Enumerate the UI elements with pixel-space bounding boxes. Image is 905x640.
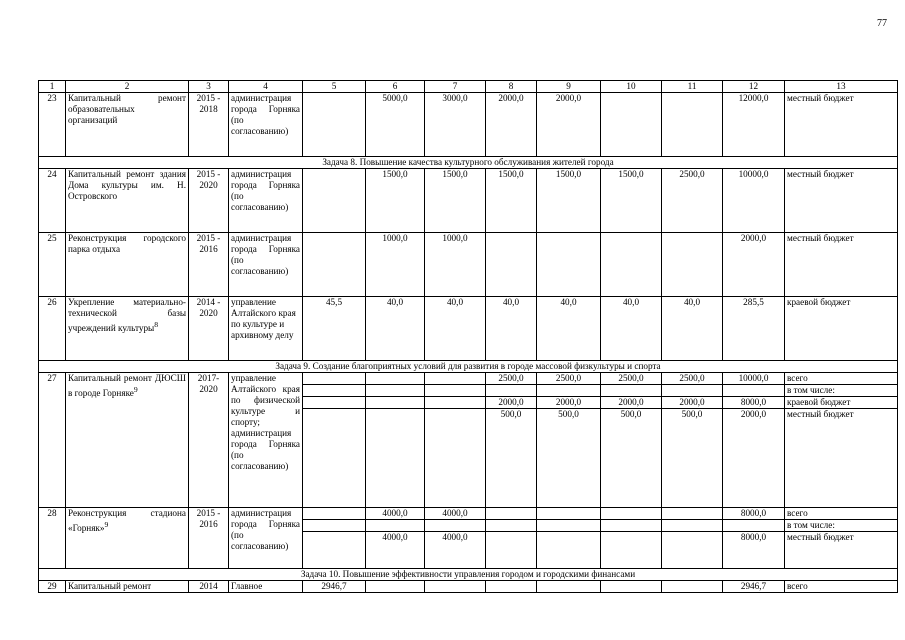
cell-value: 2000,0 — [723, 233, 785, 297]
cell-value — [537, 233, 601, 297]
cell-value — [662, 93, 723, 157]
funding-source: местный бюджет — [785, 233, 898, 297]
table-row — [39, 233, 898, 297]
cell-value: 8000,0 — [723, 397, 785, 409]
col-header: 9 — [537, 81, 601, 93]
funding-source: в том числе: — [785, 520, 898, 532]
cell-value: 12000,0 — [723, 93, 785, 157]
cell-value: 1500,0 — [601, 169, 662, 233]
cell-value: 40,0 — [537, 297, 601, 361]
executor: управление Алтайского края по физической культуре и спорту; администрация города Горняка (по согласованию) — [229, 373, 303, 508]
row-number: 24 — [39, 169, 66, 233]
row-number: 23 — [39, 93, 66, 157]
cell-value: 500,0 — [537, 409, 601, 508]
table-row — [39, 508, 898, 520]
period: 2015 - 2016 — [189, 508, 229, 569]
measure-name: Капитальный ремонт образовательных организаций — [66, 93, 189, 157]
table-row — [39, 373, 898, 385]
cell-value: 2500,0 — [662, 169, 723, 233]
measure-name: Капитальный ремонт здания Дома культуры им. Н. Островского — [66, 169, 189, 233]
cell-value: 40,0 — [366, 297, 425, 361]
cell-value — [662, 233, 723, 297]
cell-value: 1500,0 — [425, 169, 486, 233]
cell-value: 2000,0 — [537, 93, 601, 157]
cell-value: 1000,0 — [366, 233, 425, 297]
period: 2015 - 2016 — [189, 233, 229, 297]
footnote-mark: 9 — [104, 520, 109, 529]
funding-source: в том числе: — [785, 385, 898, 397]
cell-value: 10000,0 — [723, 373, 785, 385]
measure-name — [66, 297, 189, 361]
task-row — [39, 569, 898, 581]
task-row — [39, 157, 898, 169]
cell-value: 285,5 — [723, 297, 785, 361]
executor: управление Алтайского края по культуре и архивному делу — [229, 297, 303, 361]
cell-value — [303, 233, 366, 297]
cell-value: 2500,0 — [662, 373, 723, 385]
col-header: 6 — [366, 81, 425, 93]
funding-source: всего — [785, 508, 898, 520]
col-header: 5 — [303, 81, 366, 93]
executor: администрация города Горняка (по согласованию) — [229, 93, 303, 157]
cell-value: 2500,0 — [486, 373, 537, 385]
cell-value: 500,0 — [486, 409, 537, 508]
cell-value — [303, 169, 366, 233]
cell-value: 40,0 — [601, 297, 662, 361]
cell-value — [601, 233, 662, 297]
cell-value: 4000,0 — [366, 532, 425, 569]
cell-value: 4000,0 — [366, 508, 425, 520]
measure-name: Капитальный ремонт — [66, 581, 189, 593]
table-row — [39, 297, 898, 361]
cell-value: 1000,0 — [425, 233, 486, 297]
cell-value: 2000,0 — [486, 397, 537, 409]
task-heading: Задача 9. Создание благоприятных условий для развития в городе массовой физкультуры и спорта — [39, 361, 898, 373]
cell-value: 500,0 — [601, 409, 662, 508]
period: 2015 - 2020 — [189, 169, 229, 233]
funding-source: всего — [785, 581, 898, 593]
row-number: 28 — [39, 508, 66, 569]
cell-value: 5000,0 — [366, 93, 425, 157]
cell-value: 2000,0 — [723, 409, 785, 508]
cell-value: 45,5 — [303, 297, 366, 361]
cell-value: 1500,0 — [366, 169, 425, 233]
table-row — [39, 169, 898, 233]
table-row — [39, 581, 898, 593]
cell-value — [303, 93, 366, 157]
cell-value: 2000,0 — [662, 397, 723, 409]
footnote-mark: 9 — [133, 385, 138, 394]
funding-source: местный бюджет — [785, 93, 898, 157]
program-table — [38, 80, 898, 593]
cell-value — [486, 233, 537, 297]
task-row — [39, 361, 898, 373]
cell-value: 2946,7 — [303, 581, 366, 593]
col-header: 12 — [723, 81, 785, 93]
funding-source: местный бюджет — [785, 169, 898, 233]
executor: Главное — [229, 581, 303, 593]
cell-value: 10000,0 — [723, 169, 785, 233]
col-header: 10 — [601, 81, 662, 93]
funding-source: краевой бюджет — [785, 397, 898, 409]
measure-name: Реконструкция городского парка отдыха — [66, 233, 189, 297]
funding-source: краевой бюджет — [785, 297, 898, 361]
executor: администрация города Горняка (по согласованию) — [229, 508, 303, 569]
col-header: 1 — [39, 81, 66, 93]
row-number: 27 — [39, 373, 66, 508]
measure-name — [66, 508, 189, 569]
task-heading: Задача 10. Повышение эффективности управления городом и городскими финансами — [39, 569, 898, 581]
executor: администрация города Горняка (по согласованию) — [229, 169, 303, 233]
cell-value: 1500,0 — [486, 169, 537, 233]
cell-value: 2500,0 — [601, 373, 662, 385]
measure-name-text: Капитальный ремонт ДЮСШ в городе Горняке — [68, 373, 186, 399]
measure-name — [66, 373, 189, 508]
col-header: 8 — [486, 81, 537, 93]
cell-value: 40,0 — [486, 297, 537, 361]
measure-name-text: Реконструкция стадиона «Горняк» — [68, 508, 186, 534]
funding-source: местный бюджет — [785, 532, 898, 569]
cell-value: 2000,0 — [486, 93, 537, 157]
cell-value: 1500,0 — [537, 169, 601, 233]
col-header: 2 — [66, 81, 189, 93]
cell-value: 8000,0 — [723, 508, 785, 520]
cell-value: 2946,7 — [723, 581, 785, 593]
period: 2015 - 2018 — [189, 93, 229, 157]
cell-value: 40,0 — [425, 297, 486, 361]
task-heading: Задача 8. Повышение качества культурного обслуживания жителей города — [39, 157, 898, 169]
col-header: 13 — [785, 81, 898, 93]
row-number: 26 — [39, 297, 66, 361]
col-header: 7 — [425, 81, 486, 93]
row-number: 29 — [39, 581, 66, 593]
funding-source: местный бюджет — [785, 409, 898, 508]
col-header: 3 — [189, 81, 229, 93]
cell-value: 4000,0 — [425, 532, 486, 569]
header-row — [39, 81, 898, 93]
period: 2014 - 2020 — [189, 297, 229, 361]
cell-value: 2500,0 — [537, 373, 601, 385]
cell-value: 500,0 — [662, 409, 723, 508]
executor: администрация города Горняка (по согласованию) — [229, 233, 303, 297]
row-number: 25 — [39, 233, 66, 297]
footnote-mark: 8 — [154, 320, 159, 329]
col-header: 4 — [229, 81, 303, 93]
page-number: 77 — [877, 18, 887, 29]
cell-value: 2000,0 — [601, 397, 662, 409]
period: 2014 — [189, 581, 229, 593]
cell-value: 4000,0 — [425, 508, 486, 520]
cell-value: 40,0 — [662, 297, 723, 361]
table-row — [39, 93, 898, 157]
cell-value: 3000,0 — [425, 93, 486, 157]
period: 2017- 2020 — [189, 373, 229, 508]
measure-name-text: Укрепление материально-технической базы учреждений культуры — [68, 297, 186, 334]
cell-value: 2000,0 — [537, 397, 601, 409]
cell-value — [601, 93, 662, 157]
funding-source: всего — [785, 373, 898, 385]
col-header: 11 — [662, 81, 723, 93]
cell-value: 8000,0 — [723, 532, 785, 569]
